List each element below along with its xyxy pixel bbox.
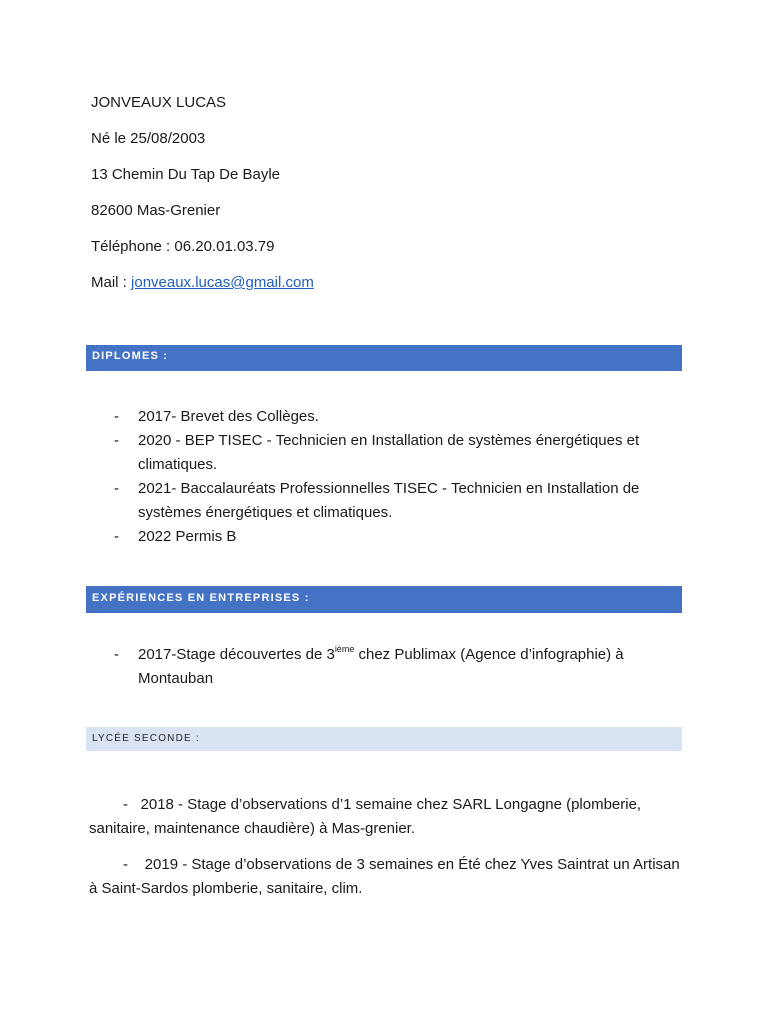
list-item bbox=[114, 525, 674, 549]
list-dash: - bbox=[114, 646, 119, 663]
section-header-diplomes: DIPLOMES : bbox=[86, 345, 682, 371]
list-dash: - bbox=[114, 480, 119, 497]
list-item-text bbox=[138, 643, 674, 691]
section-header-lycee: LYCÉE SECONDE : bbox=[86, 727, 682, 751]
list-dash: - bbox=[114, 528, 119, 545]
mail-link[interactable]: jonveaux.lucas@gmail.com bbox=[131, 274, 314, 291]
list-item-text: 2020 - BEP TISEC - Technicien en Installation de systèmes énergétiques et climatiques. bbox=[138, 432, 640, 473]
list-item bbox=[114, 405, 674, 429]
list-item bbox=[114, 477, 674, 525]
contact-street: 13 Chemin Du Tap De Bayle bbox=[91, 166, 280, 183]
list-item bbox=[89, 853, 689, 901]
list-dash: - bbox=[123, 856, 128, 873]
list-item-text: 2018 - Stage d’observations d’1 semaine chez SARL Longagne (plomberie, sanitaire, maintenance chaudière) à Mas-grenier. bbox=[89, 796, 642, 837]
section-header-experiences: EXPÉRIENCES EN ENTREPRISES : bbox=[86, 586, 682, 613]
contact-name: JONVEAUX LUCAS bbox=[91, 94, 227, 111]
experience-superscript: ième bbox=[334, 644, 355, 654]
list-item bbox=[114, 643, 674, 691]
mail-label: Mail : bbox=[91, 274, 132, 291]
list-dash: - bbox=[123, 796, 128, 813]
list-dash: - bbox=[114, 408, 119, 425]
contact-birth: Né le 25/08/2003 bbox=[91, 130, 206, 147]
list-item-text: 2022 Permis B bbox=[138, 528, 237, 545]
experience-text-start: 2017-Stage découvertes de 3 bbox=[138, 646, 335, 663]
contact-phone: Téléphone : 06.20.01.03.79 bbox=[91, 238, 275, 255]
experience-text-end: chez Publimax (Agence d’infographie) à Montauban bbox=[138, 646, 624, 687]
list-item-text: 2021- Baccalauréats Professionnelles TISEC - Technicien en Installation de systèmes énergétiques et climatiques. bbox=[138, 480, 640, 521]
list-dash: - bbox=[114, 432, 119, 449]
contact-city: 82600 Mas-Grenier bbox=[91, 202, 221, 219]
list-item bbox=[89, 793, 689, 841]
list-item-text: 2019 - Stage d’observations de 3 semaines en Été chez Yves Saintrat un Artisan à Saint-Sardos plomberie, sanitaire, clim. bbox=[89, 856, 680, 897]
list-item bbox=[114, 429, 674, 477]
contact-mail bbox=[91, 273, 314, 293]
list-item-text: 2017- Brevet des Collèges. bbox=[138, 408, 319, 425]
